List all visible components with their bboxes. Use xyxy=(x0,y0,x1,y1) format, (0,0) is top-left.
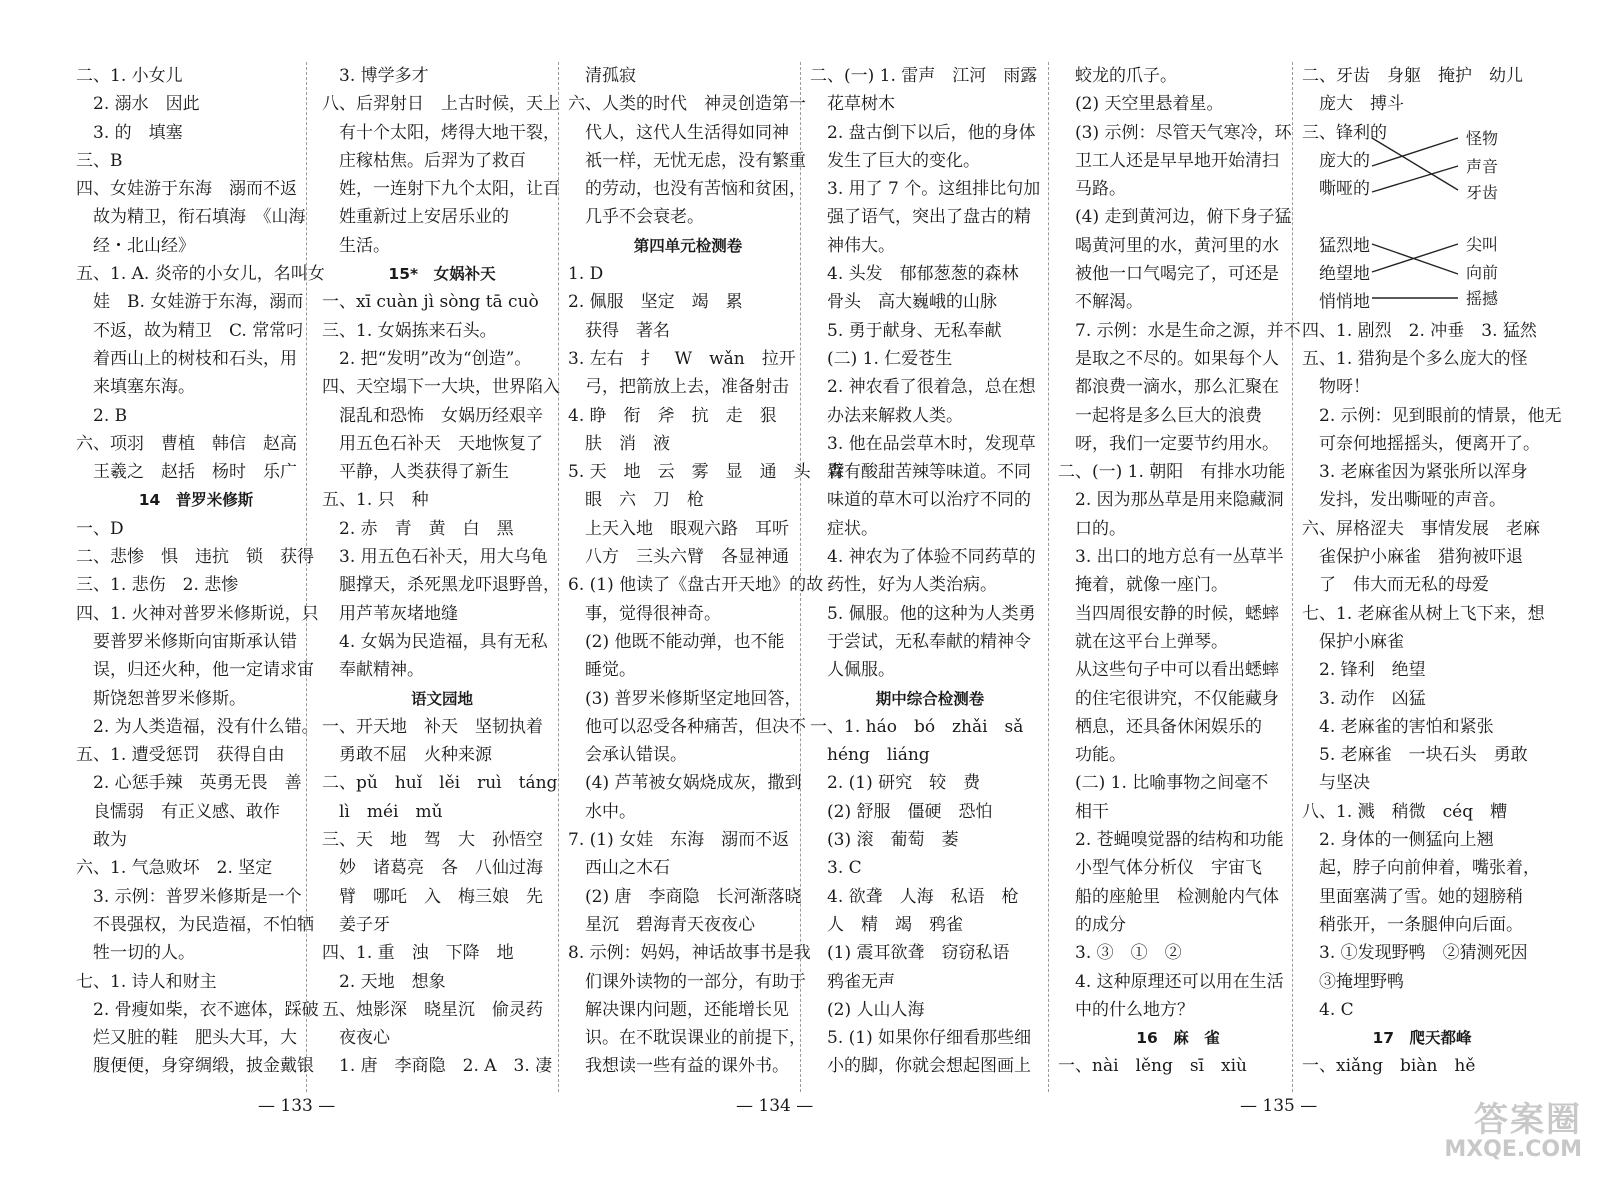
answer-line: 森有酸甜苦辣等味道。不同 xyxy=(810,462,1031,483)
answer-line: 肤 消 液 xyxy=(568,433,670,454)
answer-line: 1. 唐 李商隐 2. A 3. 凄 xyxy=(322,1056,553,1077)
answer-line: (2) 唐 李商隐 长河渐落晓 xyxy=(568,886,802,907)
answer-line: 六、项羽 曹植 韩信 赵高 xyxy=(76,433,297,454)
answer-line: 发生了巨大的变化。 xyxy=(810,150,980,171)
answer-line: 用五色石补天 天地恢复了 xyxy=(322,433,543,454)
answer-line: 8. 示例：妈妈，神话故事书是我 xyxy=(568,943,811,964)
answer-line: (3) 滚 葡萄 萎 xyxy=(810,830,959,851)
watermark-text: 答案圈 xyxy=(1474,1100,1582,1140)
answer-line: 1. D xyxy=(568,264,604,285)
answer-line: 清孤寂 xyxy=(568,66,636,86)
answer-line: 娃 B. 女娃游于东海，溺而 xyxy=(76,292,304,313)
answer-line: 小型气体分析仪 宇宙飞 xyxy=(1058,858,1262,879)
answer-line: (2) 人山人海 xyxy=(810,999,925,1020)
answer-line: 当四周很安静的时候，蟋蟀 xyxy=(1058,603,1279,624)
section-heading: 语文园地 xyxy=(410,689,473,708)
answer-line: 一、开天地 补天 坚韧执着 xyxy=(322,716,543,737)
answer-line: 小的脚，你就会想起图画上 xyxy=(810,1056,1031,1077)
answer-line: 上天入地 眼观六路 耳听 xyxy=(568,518,789,539)
answer-line: 2. (1) 研究 较 费 xyxy=(810,773,981,794)
column-divider xyxy=(800,62,801,1092)
answer-line: 要普罗米修斯向宙斯承认错 xyxy=(76,631,297,652)
watermark-url: MXQE.COM xyxy=(1444,1137,1582,1162)
answer-line: 二、pǔ huǐ lěi ruì táng xyxy=(322,773,558,794)
answer-line: 妙 诸葛亮 各 八仙过海 xyxy=(322,858,543,879)
answer-line: 花草树木 xyxy=(810,94,895,115)
answer-line: 里面塞满了雪。她的翅膀稍 xyxy=(1302,886,1523,907)
answer-line: (1) 震耳欲聋 窃窃私语 xyxy=(810,943,1010,964)
answer-line: 二、牙齿 身躯 掩护 幼儿 xyxy=(1302,66,1523,86)
answer-line: 西山之木石 xyxy=(568,858,670,879)
answer-line: héng liáng xyxy=(810,745,930,766)
answer-line: 就在这平台上弹琴。 xyxy=(1058,631,1228,652)
answer-line: (2) 舒服 僵硬 恐怕 xyxy=(810,801,993,822)
answer-line: 是取之不尽的。如果每个人 xyxy=(1058,348,1279,369)
answer-line: 奉献精神。 xyxy=(322,660,424,681)
answer-line: 不畏强权，为民造福，不怕牺 xyxy=(76,914,314,935)
answer-line: 6. (1) 他读了《盘古开天地》的故 xyxy=(568,575,824,596)
answer-line: 五、烛影深 晓星沉 偷灵药 xyxy=(322,999,543,1020)
answer-line: 获得 著名 xyxy=(568,320,670,341)
answer-line: 八、1. 溅 稍微 céq 糟 xyxy=(1302,801,1508,822)
answer-line: 六、人类的时代 神灵创造第一 xyxy=(568,94,806,115)
answer-line: 4. 欲聋 人海 私语 枪 xyxy=(810,886,1019,907)
answer-line: 二、(一) 1. 雷声 江河 雨露 xyxy=(810,66,1038,86)
answer-line: 蛟龙的爪子。 xyxy=(1058,66,1177,86)
answer-line: 的住宅很讲究，不仅能藏身 xyxy=(1058,688,1279,709)
answer-line: 夜夜心 xyxy=(322,1028,390,1049)
answer-line: 马路。 xyxy=(1058,179,1126,200)
answer-line: 三、天 地 驾 大 孙悟空 xyxy=(322,830,543,851)
answer-line: 姓，一连射下九个太阳，让百 xyxy=(322,179,560,200)
answer-line: 2. 苍蝇嗅觉器的结构和功能 xyxy=(1058,830,1284,851)
answer-line: 五、1. 猎狗是个多么庞大的怪 xyxy=(1302,348,1528,369)
match-right-word: 尖叫 xyxy=(1466,235,1499,254)
answer-line: 姓重新过上安居乐业的 xyxy=(322,207,509,228)
answer-line: 强了语气，突出了盘古的精 xyxy=(810,207,1031,228)
match-line xyxy=(1372,166,1458,192)
answer-line: 7. (1) 女娃 东海 溺而不返 xyxy=(568,830,790,851)
answer-line: 4. 神农为了体验不同药草的 xyxy=(810,547,1036,568)
answer-line: 故为精卫，衔石填海 《山海 xyxy=(76,207,306,228)
answer-line: 办法来解救人类。 xyxy=(810,405,963,426)
answer-line: 4. 这种原理还可以用在生活 xyxy=(1058,971,1284,992)
answer-line: 7. 示例：水是生命之源，并不 xyxy=(1058,320,1301,341)
answer-line: 八、后羿射日 上古时候，天上 xyxy=(322,94,560,115)
matching-lines xyxy=(1308,126,1540,316)
answer-line: 5. 老麻雀 一块石头 勇敢 xyxy=(1302,745,1528,766)
section-heading: 第四单元检测卷 xyxy=(633,236,743,255)
page-number: — 133 — xyxy=(258,1096,336,1116)
answer-line: 骨头 高大巍峨的山脉 xyxy=(810,292,997,313)
answer-line: 3. ①发现野鸭 ②猜测死因 xyxy=(1302,943,1528,964)
answer-line: 3. C xyxy=(810,858,862,879)
answer-line: 三、锋利的 xyxy=(1302,122,1387,143)
answer-line: 来填塞东海。 xyxy=(76,377,195,398)
match-right-word: 怪物 xyxy=(1466,129,1499,148)
answer-line: (3) 普罗米修斯坚定地回答， xyxy=(568,688,802,709)
answer-line: 有十个太阳，烤得大地干裂， xyxy=(322,122,560,143)
answer-line: 识。在不耽误课业的前提下， xyxy=(568,1028,806,1049)
answer-line: 2. 溺水 因此 xyxy=(76,94,200,115)
answer-line: 二、1. 小女儿 xyxy=(76,66,183,86)
answer-line: 四、1. 重 浊 下降 地 xyxy=(322,943,514,964)
answer-line: 5. 天 地 云 雾 显 通 头 臂 xyxy=(568,462,845,483)
answer-line: 一、1. háo bó zhǎi sǎ xyxy=(810,716,1024,737)
section-heading: 16 麻 雀 xyxy=(1136,1029,1220,1048)
match-line xyxy=(1372,138,1458,166)
answer-line: 庞大 搏斗 xyxy=(1302,94,1404,115)
column-divider xyxy=(558,62,559,1092)
answer-line: 卫工人还是早早地开始清扫 xyxy=(1058,150,1279,171)
answer-line: 2. 锋利 绝望 xyxy=(1302,660,1426,681)
answer-line: 2. 为人类造福，没有什么错。 xyxy=(76,716,319,737)
answer-line: 2. 因为那丛草是用来隐藏洞 xyxy=(1058,490,1284,511)
answer-line: 保护小麻雀 xyxy=(1302,631,1404,652)
answer-line: 烂又脏的鞋 肥头大耳，大 xyxy=(76,1028,297,1049)
answer-line: 二、(一) 1. 朝阳 有排水功能 xyxy=(1058,462,1286,483)
answer-line: 一、xiǎng biàn hě xyxy=(1302,1056,1476,1077)
answer-line: 平静，人类获得了新生 xyxy=(322,462,509,483)
answer-line: 们课外读物的一部分，有助于 xyxy=(568,971,806,992)
answer-line: 发抖，发出嘶哑的声音。 xyxy=(1302,490,1506,511)
answer-line: 物呀！ xyxy=(1302,377,1370,398)
answer-line: 4. 女娲为民造福，具有无私 xyxy=(322,631,548,652)
column-5 xyxy=(1058,62,1301,1092)
answer-line: 3. 出口的地方总有一丛草半 xyxy=(1058,547,1284,568)
answer-line: 会承认错误。 xyxy=(568,745,687,766)
answer-line: 栖息，还具备休闲娱乐的 xyxy=(1058,716,1262,737)
answer-line: 4. C xyxy=(1302,999,1354,1020)
answer-line: 七、1. 老麻雀从树上飞下来，想 xyxy=(1302,603,1545,624)
answer-line: (4) 走到黄河边，俯下身子猛 xyxy=(1058,207,1292,228)
section-heading: 期中综合检测卷 xyxy=(875,689,985,708)
column-1 xyxy=(76,62,325,1092)
answer-line: 着西山上的树枝和石头，用 xyxy=(76,348,297,369)
match-right-word: 摇撼 xyxy=(1466,289,1499,308)
answer-line: 水中。 xyxy=(568,801,636,822)
answer-line: 3. ③ ① ② xyxy=(1058,943,1182,964)
answer-line: 不返，故为精卫 C. 常常叼 xyxy=(76,320,304,341)
answer-line: (4) 芦苇被女娲烧成灰，撒到 xyxy=(568,773,802,794)
answer-line: 口的。 xyxy=(1058,518,1126,539)
answer-line: 2. 身体的一侧猛向上翘 xyxy=(1302,830,1494,851)
match-line xyxy=(1372,138,1458,190)
answer-line: 敢为 xyxy=(76,830,127,851)
answer-line: 庄稼枯焦。后羿为了救百 xyxy=(322,150,526,171)
answer-line: 悄悄地 xyxy=(1302,292,1370,313)
answer-line: 掩着，就像一座门。 xyxy=(1058,575,1228,596)
answer-line: 人 精 竭 鸦雀 xyxy=(810,914,963,935)
page-number: — 135 — xyxy=(1240,1096,1318,1116)
answer-line: 都浪费一滴水，那么汇聚在 xyxy=(1058,377,1279,398)
answer-line: 二、悲惨 惧 违抗 锁 获得 xyxy=(76,547,314,568)
answer-line: 3. 的 填塞 xyxy=(76,122,183,143)
answer-line: 一起将是多么巨大的浪费 xyxy=(1058,405,1262,426)
answer-line: 几乎不会衰老。 xyxy=(568,207,704,228)
answer-line: 庞大的 xyxy=(1302,150,1370,171)
answer-line: 经・北山经》 xyxy=(76,235,195,256)
match-right-word: 向前 xyxy=(1466,263,1499,282)
answer-line: 不解渴。 xyxy=(1058,292,1143,313)
answer-line: 2. 神农看了很着急，总在想 xyxy=(810,377,1036,398)
answer-line: 味道的草木可以治疗不同的 xyxy=(810,490,1031,511)
section-heading: 17 爬天都峰 xyxy=(1372,1029,1472,1048)
answer-line: 4. 睁 衔 斧 抗 走 狠 xyxy=(568,405,777,426)
answer-line: 我想读一些有益的课外书。 xyxy=(568,1056,789,1077)
answer-line: 七、1. 诗人和财主 xyxy=(76,971,217,992)
answer-line: 绝望地 xyxy=(1302,264,1370,285)
answer-line: 五、1. 只 种 xyxy=(322,490,429,511)
answer-line: 船的座舱里 检测舱内气体 xyxy=(1058,886,1279,907)
answer-line: 五、1. A. 炎帝的小女儿，名叫女 xyxy=(76,264,325,285)
match-right-word: 声音 xyxy=(1466,157,1499,176)
answer-line: 2. 骨瘦如柴，衣不遮体，踩破 xyxy=(76,999,319,1020)
answer-line: 四、女娃游于东海 溺而不返 xyxy=(76,179,297,200)
answer-line: 5. (1) 如果你仔细看那些细 xyxy=(810,1028,1032,1049)
answer-line: 三、1. 女娲拣来石头。 xyxy=(322,320,497,341)
answer-line: 雀保护小麻雀 猎狗被吓退 xyxy=(1302,547,1523,568)
column-divider xyxy=(1048,62,1049,1092)
answer-line: 呀，我们一定要节约用水。 xyxy=(1058,433,1279,454)
column-2 xyxy=(322,62,562,1092)
answer-line: 一、D xyxy=(76,518,124,539)
answer-line: 良懦弱 有正义感、敢作 xyxy=(76,801,280,822)
answer-line: 于尝试，无私奉献的精神令 xyxy=(810,631,1031,652)
answer-line: 4. 头发 郁郁葱葱的森林 xyxy=(810,264,1019,285)
answer-line: 三、1. 悲伤 2. 悲惨 xyxy=(76,575,239,596)
watermark-logo xyxy=(1382,1092,1582,1164)
answer-line: 六、1. 气急败坏 2. 坚定 xyxy=(76,858,273,879)
page-number: — 134 — xyxy=(736,1096,814,1116)
answer-line: 中的什么地方？ xyxy=(1058,999,1194,1020)
answer-line: 3. 左右 扌 W wǎn 拉开 xyxy=(568,348,796,369)
answer-line: 2. 示例：见到眼前的情景，他无 xyxy=(1302,405,1562,426)
answer-line: 星沉 碧海青天夜夜心 xyxy=(568,914,755,935)
answer-line: 2. 天地 想象 xyxy=(322,971,446,992)
answer-line: 臂 哪吒 入 梅三娘 先 xyxy=(322,886,543,907)
answer-line: 四、天空塌下一大块，世界陷入 xyxy=(322,377,560,398)
answer-line: 功能。 xyxy=(1058,745,1126,766)
answer-line: 相干 xyxy=(1058,801,1109,822)
answer-line: 人佩服。 xyxy=(810,660,895,681)
answer-line: 喝黄河里的水，黄河里的水 xyxy=(1058,235,1279,256)
answer-line: 勇敢不屈 火种来源 xyxy=(322,745,492,766)
section-heading: 15* 女娲补天 xyxy=(388,265,496,284)
answer-line: 起，脖子向前伸着，嘴张着， xyxy=(1302,858,1540,879)
answer-line: 四、1. 火神对普罗米修斯说，只 xyxy=(76,603,319,624)
answer-line: 2. 佩服 坚定 竭 累 xyxy=(568,292,743,313)
answer-line: 姜子牙 xyxy=(322,914,390,935)
answer-line: 他可以忍受各种痛苦，但决不 xyxy=(568,716,806,737)
answer-line: 4. 老麻雀的害怕和紧张 xyxy=(1302,716,1494,737)
answer-line: 误，归还火种，他一定请求宙 xyxy=(76,660,314,681)
answer-line: 药性，好为人类治病。 xyxy=(810,575,997,596)
section-heading: 14 普罗米修斯 xyxy=(138,491,254,510)
answer-line: 5. 佩服。他的这种为人类勇 xyxy=(810,603,1036,624)
answer-line: 与坚决 xyxy=(1302,773,1370,794)
answer-line: 一、nài lěng sī xiù xyxy=(1058,1056,1247,1077)
answer-line: 5. 勇于献身、无私奉献 xyxy=(810,320,1002,341)
answer-line: ③掩埋野鸭 xyxy=(1302,971,1404,992)
answer-line: 3. 老麻雀因为紧张所以浑身 xyxy=(1302,462,1528,483)
answer-line: 猛烈地 xyxy=(1302,235,1370,256)
answer-line: 弓，把箭放上去，准备射击 xyxy=(568,377,789,398)
answer-line: 从这些句子中可以看出蟋蟀 xyxy=(1058,660,1279,681)
answer-line: 被他一口气喝完了，可还是 xyxy=(1058,264,1279,285)
answer-line: 八方 三头六臂 各显神通 xyxy=(568,547,789,568)
answer-line: 3. 他在品尝草木时，发现草 xyxy=(810,433,1036,454)
answer-line: 稍张开，一条腿伸向后面。 xyxy=(1302,914,1523,935)
answer-line: 3. 用五色石补天，用大乌龟 xyxy=(322,547,548,568)
answer-line: 用芦苇灰堵地缝 xyxy=(322,603,458,624)
answer-line: 王羲之 赵括 杨时 乐广 xyxy=(76,462,297,483)
answer-line: 2. 盘古倒下以后，他的身体 xyxy=(810,122,1036,143)
column-4 xyxy=(810,62,1050,1092)
answer-line: 3. 博学多才 xyxy=(322,66,429,86)
answer-line: 3. 动作 凶猛 xyxy=(1302,688,1426,709)
column-divider xyxy=(306,62,307,1092)
answer-line: (二) 1. 仁爱苍生 xyxy=(810,348,953,369)
answer-line: (3) 示例：尽管天气寒冷，环 xyxy=(1058,122,1292,143)
answer-line: 一、xī cuàn jì sòng tā cuò xyxy=(322,292,539,313)
answer-line: 神伟大。 xyxy=(810,235,895,256)
answer-line: 2. 把“发明”改为“创造”。 xyxy=(322,348,532,369)
answer-line: 代人，这代人生活得如同神 xyxy=(568,122,789,143)
answer-line: 三、B xyxy=(76,150,123,171)
answer-line: 睡觉。 xyxy=(568,660,636,681)
answer-line: 的成分 xyxy=(1058,914,1126,935)
answer-line: (二) 1. 比喻事物之间毫不 xyxy=(1058,773,1269,794)
answer-line: 腿撑天，杀死黑龙吓退野兽， xyxy=(322,575,560,596)
answer-line: 斯饶恕普罗米修斯。 xyxy=(76,688,246,709)
answer-line: 牲一切的人。 xyxy=(76,943,195,964)
answer-line: 五、1. 遭受惩罚 获得自由 xyxy=(76,745,285,766)
answer-line: 事，觉得很神奇。 xyxy=(568,603,721,624)
answer-line: 四、1. 剧烈 2. 冲垂 3. 猛然 xyxy=(1302,320,1537,341)
answer-line: 鸦雀无声 xyxy=(810,971,895,992)
column-divider xyxy=(1292,62,1293,1092)
answer-line: 祇一样，无忧无虑，没有繁重 xyxy=(568,150,806,171)
answer-line: 腹便便，身穿绸缎，披金戴银 xyxy=(76,1056,314,1077)
answer-line: 混乱和恐怖 女娲历经艰辛 xyxy=(322,405,543,426)
answer-line: 症状。 xyxy=(810,518,878,539)
answer-line: 了 伟大而无私的母爱 xyxy=(1302,575,1489,596)
answer-line: 解决课内问题，还能增长见 xyxy=(568,999,789,1020)
answer-line: 2. 赤 青 黄 白 黑 xyxy=(322,518,514,539)
answer-line: 3. 用了 7 个。这组排比句加 xyxy=(810,179,1041,200)
answer-line: 六、屏格涩夫 事情发展 老麻 xyxy=(1302,518,1540,539)
answer-line: (2) 他既不能动弹，也不能 xyxy=(568,631,785,652)
answer-line: 3. 示例：普罗米修斯是一个 xyxy=(76,886,302,907)
answer-line: 嘶哑的 xyxy=(1302,179,1370,200)
answer-line: 可奈何地摇摇头，便离开了。 xyxy=(1302,433,1540,454)
match-right-word: 牙齿 xyxy=(1466,183,1499,202)
answer-line: lì méi mǔ xyxy=(322,801,443,822)
answer-line: 的劳动，也没有苦恼和贫困， xyxy=(568,179,806,200)
answer-line: (2) 天空里悬着星。 xyxy=(1058,94,1224,115)
answer-line: 生活。 xyxy=(322,235,390,256)
answer-line: 2. B xyxy=(76,405,128,426)
answer-line: 2. 心惩手辣 英勇无畏 善 xyxy=(76,773,302,794)
answer-line: 眼 六 刀 枪 xyxy=(568,490,704,511)
